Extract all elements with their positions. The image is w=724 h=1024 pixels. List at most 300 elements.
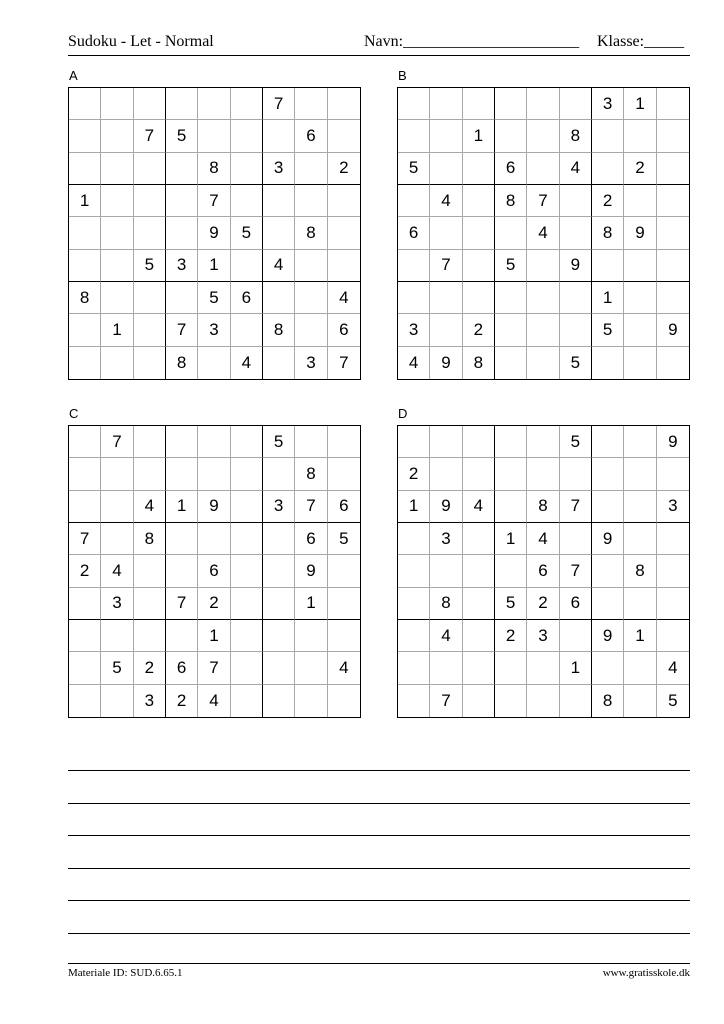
sudoku-cell[interactable] — [166, 620, 198, 652]
sudoku-cell[interactable] — [463, 426, 495, 458]
sudoku-cell[interactable] — [624, 120, 656, 152]
sudoku-cell[interactable] — [657, 555, 689, 587]
sudoku-cell[interactable] — [231, 314, 263, 346]
sudoku-cell[interactable] — [527, 652, 559, 684]
sudoku-cell[interactable]: 8 — [592, 685, 624, 717]
sudoku-cell[interactable]: 4 — [527, 523, 559, 555]
sudoku-cell[interactable] — [134, 458, 166, 490]
sudoku-cell[interactable] — [101, 185, 133, 217]
sudoku-cell[interactable]: 5 — [231, 217, 263, 249]
sudoku-cell[interactable] — [560, 185, 592, 217]
sudoku-cell[interactable]: 4 — [231, 347, 263, 379]
sudoku-cell[interactable] — [166, 185, 198, 217]
sudoku-cell[interactable] — [69, 652, 101, 684]
sudoku-cell[interactable] — [527, 120, 559, 152]
sudoku-cell[interactable]: 5 — [134, 250, 166, 282]
sudoku-cell[interactable] — [295, 314, 327, 346]
sudoku-cell[interactable]: 5 — [495, 250, 527, 282]
sudoku-cell[interactable]: 3 — [295, 347, 327, 379]
sudoku-cell[interactable]: 7 — [166, 588, 198, 620]
sudoku-cell[interactable] — [430, 217, 462, 249]
sudoku-cell[interactable] — [295, 185, 327, 217]
sudoku-cell[interactable]: 7 — [134, 120, 166, 152]
sudoku-cell[interactable] — [166, 88, 198, 120]
sudoku-cell[interactable]: 1 — [624, 88, 656, 120]
sudoku-cell[interactable]: 4 — [134, 491, 166, 523]
sudoku-cell[interactable] — [527, 685, 559, 717]
sudoku-cell[interactable] — [328, 217, 360, 249]
sudoku-cell[interactable] — [101, 217, 133, 249]
sudoku-cell[interactable] — [295, 652, 327, 684]
sudoku-cell[interactable]: 8 — [166, 347, 198, 379]
sudoku-cell[interactable] — [134, 282, 166, 314]
sudoku-cell[interactable] — [134, 314, 166, 346]
sudoku-cell[interactable]: 9 — [560, 250, 592, 282]
sudoku-cell[interactable]: 8 — [134, 523, 166, 555]
sudoku-cell[interactable] — [69, 588, 101, 620]
sudoku-cell[interactable] — [263, 217, 295, 249]
sudoku-cell[interactable]: 9 — [295, 555, 327, 587]
sudoku-cell[interactable]: 6 — [560, 588, 592, 620]
sudoku-cell[interactable]: 7 — [101, 426, 133, 458]
sudoku-cell[interactable] — [101, 120, 133, 152]
sudoku-cell[interactable]: 7 — [339, 352, 349, 372]
sudoku-cell[interactable] — [527, 153, 559, 185]
sudoku-cell[interactable]: 8 — [527, 491, 559, 523]
sudoku-cell[interactable] — [231, 120, 263, 152]
sudoku-cell[interactable]: 5 — [263, 426, 295, 458]
sudoku-cell[interactable]: 8 — [198, 153, 230, 185]
sudoku-cell[interactable] — [101, 153, 133, 185]
sudoku-cell[interactable] — [134, 620, 166, 652]
sudoku-cell[interactable]: 5 — [560, 347, 592, 379]
sudoku-cell[interactable] — [495, 458, 527, 490]
sudoku-cell[interactable] — [69, 217, 101, 249]
sudoku-cell[interactable] — [263, 620, 295, 652]
sudoku-cell[interactable] — [134, 555, 166, 587]
sudoku-cell[interactable] — [166, 458, 198, 490]
sudoku-cell[interactable] — [166, 282, 198, 314]
sudoku-cell[interactable] — [328, 120, 360, 152]
sudoku-cell[interactable] — [231, 588, 263, 620]
sudoku-cell[interactable]: 7 — [69, 523, 101, 555]
sudoku-cell[interactable] — [295, 620, 327, 652]
sudoku-cell[interactable] — [398, 588, 430, 620]
sudoku-cell[interactable] — [328, 555, 360, 587]
sudoku-cell[interactable]: 2 — [463, 314, 495, 346]
sudoku-cell[interactable] — [231, 491, 263, 523]
sudoku-cell[interactable] — [263, 685, 295, 717]
sudoku-cell[interactable]: 1 — [69, 185, 101, 217]
sudoku-cell[interactable] — [527, 282, 559, 314]
sudoku-cell[interactable] — [495, 426, 527, 458]
sudoku-cell[interactable] — [198, 120, 230, 152]
sudoku-cell[interactable]: 4 — [463, 491, 495, 523]
sudoku-cell[interactable] — [231, 426, 263, 458]
sudoku-cell[interactable]: 8 — [430, 588, 462, 620]
sudoku-cell[interactable] — [295, 88, 327, 120]
sudoku-cell[interactable] — [463, 217, 495, 249]
sudoku-cell[interactable] — [592, 652, 624, 684]
sudoku-cell[interactable]: 3 — [657, 491, 689, 523]
sudoku-cell[interactable] — [430, 458, 462, 490]
sudoku-cell[interactable]: 6 — [295, 120, 327, 152]
sudoku-cell[interactable] — [592, 347, 624, 379]
sudoku-cell[interactable]: 6 — [328, 491, 360, 523]
sudoku-cell[interactable] — [430, 555, 462, 587]
sudoku-cell[interactable]: 9 — [430, 347, 462, 379]
sudoku-cell[interactable] — [295, 250, 327, 282]
sudoku-cell[interactable] — [69, 250, 101, 282]
sudoku-cell[interactable]: 3 — [134, 685, 166, 717]
sudoku-cell[interactable] — [166, 555, 198, 587]
sudoku-cell[interactable] — [134, 347, 166, 379]
sudoku-cell[interactable] — [430, 282, 462, 314]
sudoku-cell[interactable] — [101, 491, 133, 523]
sudoku-cell[interactable]: 1 — [295, 588, 327, 620]
sudoku-cell[interactable] — [495, 347, 527, 379]
sudoku-cell[interactable] — [495, 555, 527, 587]
sudoku-cell[interactable]: 8 — [295, 458, 327, 490]
sudoku-cell[interactable] — [624, 458, 656, 490]
sudoku-cell[interactable]: 5 — [398, 153, 430, 185]
sudoku-cell[interactable] — [198, 458, 230, 490]
sudoku-cell[interactable] — [198, 426, 230, 458]
sudoku-cell[interactable] — [328, 620, 360, 652]
sudoku-cell[interactable] — [134, 153, 166, 185]
sudoku-cell[interactable] — [101, 523, 133, 555]
sudoku-cell[interactable] — [624, 282, 656, 314]
sudoku-cell[interactable]: 4 — [560, 153, 592, 185]
sudoku-cell[interactable] — [657, 217, 689, 249]
sudoku-cell[interactable] — [263, 588, 295, 620]
sudoku-cell[interactable] — [657, 185, 689, 217]
sudoku-cell[interactable]: 3 — [592, 88, 624, 120]
sudoku-cell[interactable] — [463, 555, 495, 587]
sudoku-cell[interactable]: 3 — [101, 588, 133, 620]
sudoku-cell[interactable] — [495, 217, 527, 249]
sudoku-cell[interactable] — [231, 555, 263, 587]
sudoku-cell[interactable]: 4 — [328, 652, 360, 684]
sudoku-cell[interactable]: 4 — [430, 185, 462, 217]
sudoku-cell[interactable] — [527, 314, 559, 346]
sudoku-cell[interactable]: 8 — [624, 555, 656, 587]
sudoku-cell[interactable] — [198, 523, 230, 555]
sudoku-cell[interactable] — [463, 88, 495, 120]
sudoku-cell[interactable] — [592, 555, 624, 587]
sudoku-cell[interactable] — [463, 523, 495, 555]
sudoku-cell[interactable] — [560, 458, 592, 490]
sudoku-cell[interactable] — [624, 523, 656, 555]
sudoku-cell[interactable] — [592, 458, 624, 490]
sudoku-cell[interactable] — [657, 620, 689, 652]
sudoku-cell[interactable] — [231, 458, 263, 490]
sudoku-cell[interactable] — [592, 426, 624, 458]
sudoku-cell[interactable]: 1 — [398, 491, 430, 523]
sudoku-cell[interactable]: 1 — [624, 620, 656, 652]
sudoku-cell[interactable]: 3 — [263, 491, 295, 523]
sudoku-cell[interactable] — [328, 250, 360, 282]
sudoku-cell[interactable]: 6 — [328, 314, 360, 346]
sudoku-cell[interactable] — [527, 458, 559, 490]
sudoku-cell[interactable]: 3 — [166, 250, 198, 282]
sudoku-cell[interactable]: 2 — [495, 620, 527, 652]
sudoku-cell[interactable] — [560, 523, 592, 555]
sudoku-cell[interactable]: 9 — [657, 426, 689, 458]
sudoku-cell[interactable] — [69, 120, 101, 152]
sudoku-cell[interactable] — [69, 426, 101, 458]
sudoku-cell[interactable] — [398, 250, 430, 282]
sudoku-cell[interactable]: 9 — [430, 491, 462, 523]
sudoku-cell[interactable] — [295, 153, 327, 185]
sudoku-cell[interactable] — [69, 620, 101, 652]
sudoku-cell[interactable] — [430, 120, 462, 152]
sudoku-cell[interactable]: 7 — [198, 185, 230, 217]
sudoku-cell[interactable]: 9 — [657, 314, 689, 346]
sudoku-cell[interactable] — [463, 458, 495, 490]
sudoku-cell[interactable] — [495, 88, 527, 120]
sudoku-cell[interactable] — [592, 491, 624, 523]
sudoku-cell[interactable]: 7 — [166, 314, 198, 346]
sudoku-cell[interactable]: 4 — [101, 555, 133, 587]
sudoku-cell[interactable] — [69, 685, 101, 717]
sudoku-cell[interactable]: 7 — [430, 250, 462, 282]
sudoku-cell[interactable]: 1 — [198, 250, 230, 282]
sudoku-cell[interactable]: 1 — [463, 120, 495, 152]
sudoku-cell[interactable] — [624, 426, 656, 458]
sudoku-cell[interactable] — [624, 314, 656, 346]
sudoku-cell[interactable] — [592, 120, 624, 152]
sudoku-cell[interactable]: 3 — [430, 523, 462, 555]
sudoku-cell[interactable] — [134, 217, 166, 249]
sudoku-cell[interactable] — [430, 426, 462, 458]
sudoku-cell[interactable]: 2 — [134, 652, 166, 684]
sudoku-cell[interactable]: 6 — [495, 153, 527, 185]
sudoku-cell[interactable]: 9 — [592, 523, 624, 555]
sudoku-cell[interactable]: 3 — [527, 620, 559, 652]
sudoku-cell[interactable] — [560, 282, 592, 314]
sudoku-cell[interactable] — [101, 458, 133, 490]
sudoku-cell[interactable]: 5 — [495, 588, 527, 620]
sudoku-cell[interactable] — [328, 685, 360, 717]
sudoku-cell[interactable] — [495, 685, 527, 717]
sudoku-cell[interactable] — [69, 88, 101, 120]
sudoku-cell[interactable] — [463, 185, 495, 217]
sudoku-cell[interactable] — [560, 217, 592, 249]
sudoku-cell[interactable]: 8 — [69, 282, 101, 314]
sudoku-cell[interactable] — [624, 347, 656, 379]
sudoku-cell[interactable] — [527, 250, 559, 282]
sudoku-cell[interactable] — [463, 652, 495, 684]
sudoku-cell[interactable] — [398, 685, 430, 717]
sudoku-cell[interactable] — [101, 250, 133, 282]
sudoku-cell[interactable]: 6 — [198, 555, 230, 587]
sudoku-cell[interactable]: 3 — [198, 314, 230, 346]
sudoku-cell[interactable] — [263, 185, 295, 217]
sudoku-cell[interactable]: 2 — [398, 458, 430, 490]
sudoku-cell[interactable] — [463, 153, 495, 185]
sudoku-cell[interactable] — [398, 555, 430, 587]
sudoku-cell[interactable]: 8 — [560, 120, 592, 152]
sudoku-cell[interactable]: 7 — [430, 685, 462, 717]
sudoku-cell[interactable] — [592, 588, 624, 620]
sudoku-cell[interactable]: 2 — [624, 153, 656, 185]
sudoku-cell[interactable] — [328, 588, 360, 620]
sudoku-cell[interactable]: 6 — [166, 652, 198, 684]
sudoku-cell[interactable]: 2 — [198, 588, 230, 620]
sudoku-cell[interactable]: 8 — [263, 314, 295, 346]
sudoku-cell[interactable]: 4 — [198, 685, 230, 717]
sudoku-cell[interactable]: 4 — [657, 652, 689, 684]
sudoku-cell[interactable] — [166, 426, 198, 458]
sudoku-cell[interactable] — [624, 250, 656, 282]
sudoku-cell[interactable] — [624, 652, 656, 684]
sudoku-cell[interactable] — [430, 652, 462, 684]
sudoku-cell[interactable] — [398, 185, 430, 217]
sudoku-cell[interactable]: 7 — [198, 652, 230, 684]
sudoku-cell[interactable] — [430, 153, 462, 185]
sudoku-cell[interactable] — [134, 588, 166, 620]
sudoku-cell[interactable] — [495, 120, 527, 152]
sudoku-cell[interactable]: 9 — [198, 217, 230, 249]
sudoku-cell[interactable]: 2 — [592, 185, 624, 217]
sudoku-cell[interactable]: 3 — [398, 314, 430, 346]
sudoku-cell[interactable]: 5 — [592, 314, 624, 346]
sudoku-cell[interactable]: 4 — [398, 347, 430, 379]
sudoku-cell[interactable] — [463, 588, 495, 620]
sudoku-cell[interactable]: 8 — [592, 217, 624, 249]
sudoku-cell[interactable] — [657, 347, 689, 379]
sudoku-cell[interactable] — [398, 523, 430, 555]
sudoku-cell[interactable] — [263, 458, 295, 490]
sudoku-cell[interactable]: 4 — [527, 217, 559, 249]
sudoku-cell[interactable] — [134, 426, 166, 458]
sudoku-cell[interactable] — [328, 458, 360, 490]
sudoku-cell[interactable]: 1 — [560, 652, 592, 684]
sudoku-cell[interactable] — [495, 652, 527, 684]
sudoku-cell[interactable] — [657, 88, 689, 120]
sudoku-cell[interactable] — [495, 282, 527, 314]
sudoku-cell[interactable]: 5 — [560, 426, 592, 458]
sudoku-cell[interactable]: 5 — [668, 690, 678, 710]
sudoku-cell[interactable] — [657, 153, 689, 185]
sudoku-cell[interactable]: 6 — [231, 282, 263, 314]
sudoku-cell[interactable] — [69, 458, 101, 490]
sudoku-cell[interactable] — [134, 185, 166, 217]
sudoku-cell[interactable]: 4 — [263, 250, 295, 282]
sudoku-cell[interactable]: 9 — [624, 217, 656, 249]
sudoku-cell[interactable] — [624, 685, 656, 717]
sudoku-cell[interactable] — [592, 250, 624, 282]
sudoku-cell[interactable] — [231, 685, 263, 717]
sudoku-cell[interactable]: 7 — [527, 185, 559, 217]
sudoku-cell[interactable] — [231, 523, 263, 555]
sudoku-cell[interactable] — [624, 491, 656, 523]
sudoku-cell[interactable]: 4 — [328, 282, 360, 314]
sudoku-cell[interactable]: 2 — [69, 555, 101, 587]
sudoku-cell[interactable]: 8 — [463, 347, 495, 379]
sudoku-cell[interactable] — [295, 685, 327, 717]
sudoku-cell[interactable] — [101, 620, 133, 652]
sudoku-cell[interactable] — [495, 491, 527, 523]
sudoku-cell[interactable]: 9 — [592, 620, 624, 652]
sudoku-cell[interactable] — [231, 153, 263, 185]
sudoku-cell[interactable] — [263, 120, 295, 152]
sudoku-cell[interactable]: 3 — [263, 153, 295, 185]
sudoku-cell[interactable] — [463, 250, 495, 282]
sudoku-cell[interactable]: 7 — [263, 88, 295, 120]
sudoku-cell[interactable]: 8 — [495, 185, 527, 217]
sudoku-cell[interactable] — [398, 120, 430, 152]
sudoku-cell[interactable] — [527, 88, 559, 120]
sudoku-cell[interactable]: 8 — [295, 217, 327, 249]
sudoku-cell[interactable] — [69, 153, 101, 185]
sudoku-cell[interactable]: 2 — [166, 685, 198, 717]
sudoku-cell[interactable] — [198, 347, 230, 379]
sudoku-cell[interactable]: 5 — [328, 523, 360, 555]
sudoku-cell[interactable]: 1 — [101, 314, 133, 346]
sudoku-cell[interactable] — [527, 426, 559, 458]
sudoku-cell[interactable] — [328, 426, 360, 458]
sudoku-cell[interactable]: 7 — [560, 555, 592, 587]
sudoku-cell[interactable] — [463, 282, 495, 314]
sudoku-cell[interactable] — [624, 185, 656, 217]
sudoku-cell[interactable] — [328, 185, 360, 217]
sudoku-cell[interactable]: 5 — [166, 120, 198, 152]
sudoku-cell[interactable]: 2 — [328, 153, 360, 185]
sudoku-cell[interactable] — [398, 282, 430, 314]
sudoku-cell[interactable] — [398, 426, 430, 458]
sudoku-cell[interactable] — [263, 523, 295, 555]
sudoku-cell[interactable] — [231, 250, 263, 282]
sudoku-cell[interactable] — [101, 347, 133, 379]
sudoku-cell[interactable] — [295, 282, 327, 314]
sudoku-cell[interactable] — [263, 555, 295, 587]
sudoku-cell[interactable] — [430, 314, 462, 346]
sudoku-cell[interactable] — [430, 88, 462, 120]
sudoku-cell[interactable] — [231, 88, 263, 120]
sudoku-cell[interactable] — [463, 685, 495, 717]
sudoku-cell[interactable] — [463, 620, 495, 652]
sudoku-cell[interactable] — [624, 588, 656, 620]
sudoku-cell[interactable]: 1 — [166, 491, 198, 523]
sudoku-cell[interactable] — [495, 314, 527, 346]
sudoku-cell[interactable]: 4 — [430, 620, 462, 652]
sudoku-cell[interactable] — [328, 88, 360, 120]
sudoku-cell[interactable] — [134, 88, 166, 120]
sudoku-cell[interactable]: 9 — [198, 491, 230, 523]
sudoku-cell[interactable]: 7 — [560, 491, 592, 523]
sudoku-cell[interactable] — [166, 153, 198, 185]
sudoku-cell[interactable] — [592, 153, 624, 185]
sudoku-cell[interactable] — [166, 217, 198, 249]
sudoku-cell[interactable] — [263, 652, 295, 684]
sudoku-cell[interactable]: 1 — [198, 620, 230, 652]
sudoku-cell[interactable] — [657, 282, 689, 314]
sudoku-cell[interactable] — [69, 314, 101, 346]
sudoku-cell[interactable] — [295, 426, 327, 458]
sudoku-cell[interactable] — [398, 88, 430, 120]
sudoku-cell[interactable]: 6 — [295, 523, 327, 555]
sudoku-cell[interactable] — [560, 685, 592, 717]
sudoku-cell[interactable] — [560, 314, 592, 346]
sudoku-cell[interactable] — [560, 88, 592, 120]
sudoku-cell[interactable]: 1 — [495, 523, 527, 555]
sudoku-cell[interactable] — [398, 652, 430, 684]
sudoku-cell[interactable] — [398, 620, 430, 652]
sudoku-cell[interactable] — [101, 88, 133, 120]
sudoku-cell[interactable]: 1 — [592, 282, 624, 314]
